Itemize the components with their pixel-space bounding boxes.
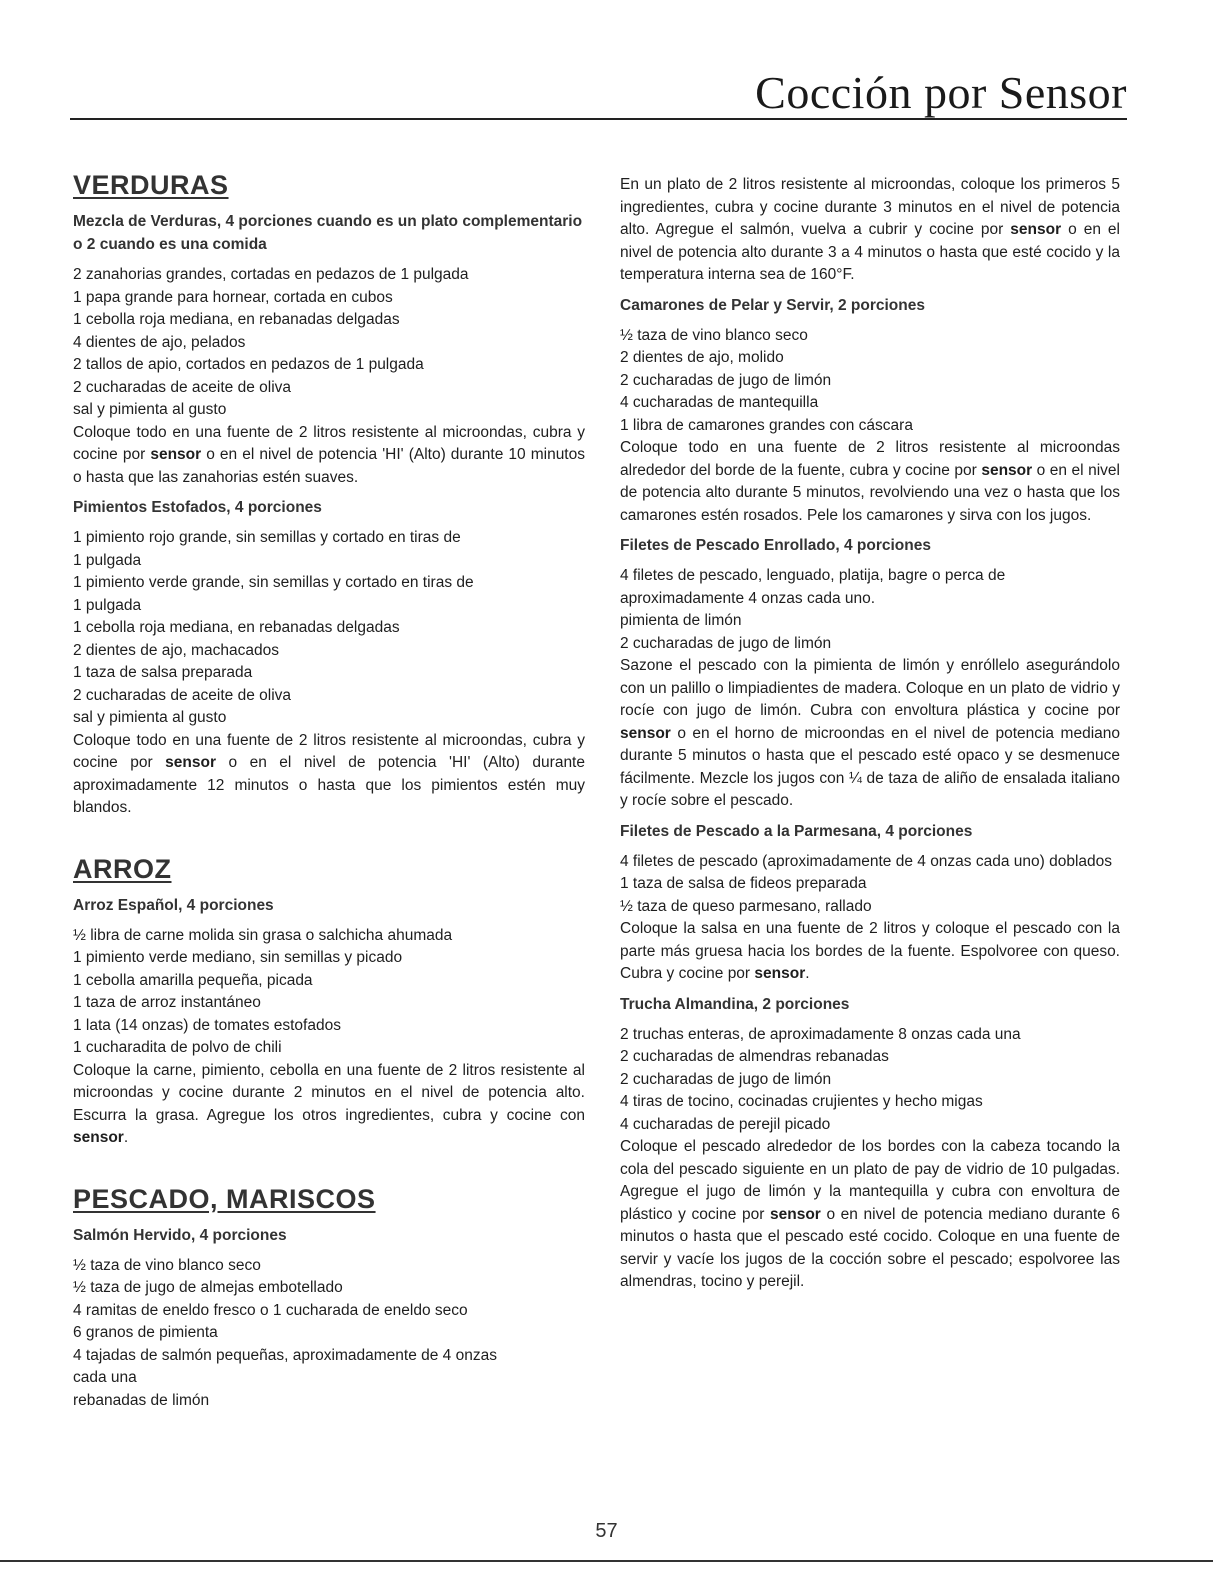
ingredient-item: 4 filetes de pescado (aproximadamente de 4 onzas cada uno) doblados <box>620 852 1113 870</box>
ingredient-item: 1 taza de arroz instantáneo <box>73 994 261 1011</box>
ingredient-list-enrollado <box>620 565 1120 655</box>
instructions-mezcla: Coloque todo en una fuente de 2 litros resistente al microondas, cubra y cocine por sensor o en el nivel de potencia 'HI' (Alto) durante 10 minutos o hasta que las zanahorias estén suaves. <box>73 423 585 486</box>
ingredient-item: 2 cucharadas de jugo de limón <box>620 1070 832 1088</box>
ingredient-item: sal y pimienta al gusto <box>73 709 227 726</box>
sensor-keyword: sensor <box>754 965 806 982</box>
recipe-title-camarones: Camarones de Pelar y Servir, 2 porciones <box>620 296 925 314</box>
ingredient-item: ½ libra de carne molida sin grasa o salchicha ahumada <box>73 926 453 944</box>
ingredient-list-trucha <box>620 1024 1120 1137</box>
recipe-title-trucha: Trucha Almandina, 2 porciones <box>620 995 850 1013</box>
ingredient-item: 2 truchas enteras, de aproximadamente 8 onzas cada una <box>620 1025 1021 1043</box>
ingredient-item: 2 cucharadas de aceite de oliva <box>73 686 292 704</box>
ingredient-item: 1 taza de salsa preparada <box>73 664 253 681</box>
ingredient-item: sal y pimienta al gusto <box>73 401 227 418</box>
instructions-pimientos: Coloque todo en una fuente de 2 litros resistente al microondas, cubra y cocine por sensor o en el nivel de potencia 'HI' (Alto) durante aproximadamente 12 minutos o hasta que los pimientos estén muy blandos. <box>73 731 585 816</box>
recipe-title-pimientos: Pimientos Estofados, 4 porciones <box>73 499 322 516</box>
sensor-keyword: sensor <box>73 1129 124 1146</box>
ingredient-item: 1 pulgada <box>73 596 142 614</box>
ingredient-item: 4 dientes de ajo, pelados <box>73 333 246 351</box>
sensor-keyword: sensor <box>1010 221 1062 238</box>
page-number: 57 <box>595 1520 618 1542</box>
ingredient-item: 2 cucharadas de almendras rebanadas <box>620 1048 889 1065</box>
sensor-keyword: sensor <box>769 1205 821 1223</box>
sensor-keyword: sensor <box>620 724 671 742</box>
page-title: Cocción por Sensor <box>755 67 1127 118</box>
recipe-title-mezcla: Mezcla de Verduras, 4 porciones cuando es un plato complementario o 2 cuando es una comida <box>73 213 583 253</box>
ingredient-item: 1 pulgada <box>73 551 142 569</box>
ingredient-item: 2 cucharadas de jugo de limón <box>620 634 832 652</box>
ingredient-item: ½ taza de vino blanco seco <box>73 1256 261 1274</box>
recipe-title-arroz-espanol: Arroz Español, 4 porciones <box>73 896 274 914</box>
section-title-verduras: VERDURAS <box>73 170 229 200</box>
ingredient-item: 4 tajadas de salmón pequeñas, aproximadamente de 4 onzas <box>73 1346 497 1364</box>
ingredient-item: 2 cucharadas de jugo de limón <box>620 371 832 389</box>
header-divider <box>70 118 1127 120</box>
ingredient-item: 2 tallos de apio, cortados en pedazos de 1 pulgada <box>73 356 424 373</box>
ingredient-item: 1 cucharadita de polvo de chili <box>73 1039 282 1056</box>
ingredient-item: ½ taza de jugo de almejas embotellado <box>73 1279 343 1296</box>
ingredient-item: 1 taza de salsa de fideos preparada <box>620 875 867 892</box>
ingredient-item: 4 tiras de tocino, cocinadas crujientes y hecho migas <box>620 1093 983 1110</box>
instructions-parmesana: Coloque la salsa en una fuente de 2 litros y coloque el pescado con la parte más gruesa hacia los bordes de la fuente. Espolvoree con queso. Cubra y cocine por sensor. <box>620 920 1120 982</box>
ingredient-item: 1 papa grande para hornear, cortada en cubos <box>73 288 393 306</box>
ingredient-item: 2 dientes de ajo, machacados <box>73 641 279 659</box>
ingredient-item: ½ taza de vino blanco seco <box>620 326 808 344</box>
instructions-camarones: Coloque todo en una fuente de 2 litros resistente al microondas alrededor del borde de la fuente, cubra y cocine por sensor o en el nivel de potencia alto durante 5 minutos, revolviendo una vez o hasta que los camarones estén rosados. Pele los camarones y sirva con los jugos. <box>620 439 1120 524</box>
section-title-pescado: PESCADO, MARISCOS <box>73 1183 376 1214</box>
ingredient-list-camarones <box>620 325 1120 438</box>
left-column <box>73 170 585 1412</box>
ingredient-item: 1 cebolla roja mediana, en rebanadas delgadas <box>73 311 400 328</box>
recipe-title-enrollado: Filetes de Pescado Enrollado, 4 porciones <box>620 537 931 554</box>
instructions-salmon: En un plato de 2 litros resistente al microondas, coloque los primeros 5 ingredientes, cubra y cocine durante 3 minutos en el nivel de potencia alto. Agregue el salmón, vuelva a cubrir y cocine por sensor o en el nivel de potencia alto durante 3 a 4 minutos o hasta que esté cocido y la temperatura interna sea de 160°F. <box>620 176 1120 283</box>
recipe-title-salmon: Salmón Hervido, 4 porciones <box>73 1226 287 1244</box>
ingredient-item: 6 granos de pimienta <box>73 1324 218 1341</box>
ingredient-item: 2 cucharadas de aceite de oliva <box>73 378 292 396</box>
ingredient-list-parmesana <box>620 851 1120 919</box>
ingredient-item: cada una <box>73 1369 137 1386</box>
ingredient-item: 4 cucharadas de perejil picado <box>620 1115 831 1133</box>
ingredient-item: 1 cebolla amarilla pequeña, picada <box>73 971 313 989</box>
ingredient-item: 1 libra de camarones grandes con cáscara <box>620 416 913 434</box>
ingredient-item: 4 ramitas de eneldo fresco o 1 cucharada de eneldo seco <box>73 1301 468 1319</box>
sensor-keyword: sensor <box>981 461 1033 479</box>
ingredient-list-arroz <box>73 925 585 1060</box>
ingredient-list-salmon <box>73 1255 585 1413</box>
ingredient-list-pimientos <box>73 527 585 730</box>
instructions-arroz: Coloque la carne, pimiento, cebolla en una fuente de 2 litros resistente al microondas y cocine durante 2 minutos en el nivel de potencia alto. Escurra la grasa. Agregue los otros ingredientes, cubra y cocine con sensor. <box>73 1061 585 1146</box>
ingredient-item: 1 pimiento verde grande, sin semillas y cortado en tiras de <box>73 574 474 591</box>
ingredient-list-mezcla <box>73 264 585 422</box>
instructions-trucha: Coloque el pescado alrededor de los bordes con la cabeza tocando la cola del pescado siguiente en un plato de pay de vidrio de 10 pulgadas. Agregue el jugo de limón y la mantequilla y cubra con envoltura de plástico y cocine por sensor o en nivel de potencia mediano durante 6 minutos o hasta que el pescado esté cocido. Coloque en una fuente de servir y vacíe los jugos de la cocción sobre el pescado; espolvoree las almendras, tocino y perejil. <box>620 1138 1120 1290</box>
recipe-title-parmesana: Filetes de Pescado a la Parmesana, 4 porciones <box>620 822 973 840</box>
ingredient-item: 2 zanahorias grandes, cortadas en pedazos de 1 pulgada <box>73 266 469 283</box>
sensor-keyword: sensor <box>150 446 202 463</box>
instructions-enrollado: Sazone el pescado con la pimienta de limón y enróllelo asegurándolo con un palillo o limpiadientes de madera. Coloque en un plato de vidrio y rocíe con jugo de limón. Cubra con envoltura plástica y cocine por sensor o en el horno de microondas en el nivel de potencia mediano durante 5 minutos o hasta que el pescado esté opaco y se desmenuce fácilmente. Mezcle los jugos con ¼ de taza de aliño de ensalada italiano y rocíe sobre el pescado. <box>620 657 1120 809</box>
right-column <box>620 174 1120 1294</box>
ingredient-item: pimienta de limón <box>620 612 742 629</box>
ingredient-item: 4 cucharadas de mantequilla <box>620 394 819 411</box>
ingredient-item: 1 pimiento verde mediano, sin semillas y picado <box>73 949 403 966</box>
ingredient-item: 1 cebolla roja mediana, en rebanadas delgadas <box>73 619 400 636</box>
ingredient-item: 4 filetes de pescado, lenguado, platija, bagre o perca de aproximadamente 4 onzas cada uno. <box>620 567 1006 607</box>
ingredient-item: rebanadas de limón <box>73 1391 210 1409</box>
ingredient-item: ½ taza de queso parmesano, rallado <box>620 897 872 915</box>
ingredient-item: 1 pimiento rojo grande, sin semillas y cortado en tiras de <box>73 529 461 546</box>
ingredient-item: 1 lata (14 onzas) de tomates estofados <box>73 1016 341 1034</box>
footer-divider <box>0 1560 1213 1562</box>
section-title-arroz: ARROZ <box>73 853 172 884</box>
sensor-keyword: sensor <box>165 754 217 771</box>
ingredient-item: 2 dientes de ajo, molido <box>620 349 784 366</box>
